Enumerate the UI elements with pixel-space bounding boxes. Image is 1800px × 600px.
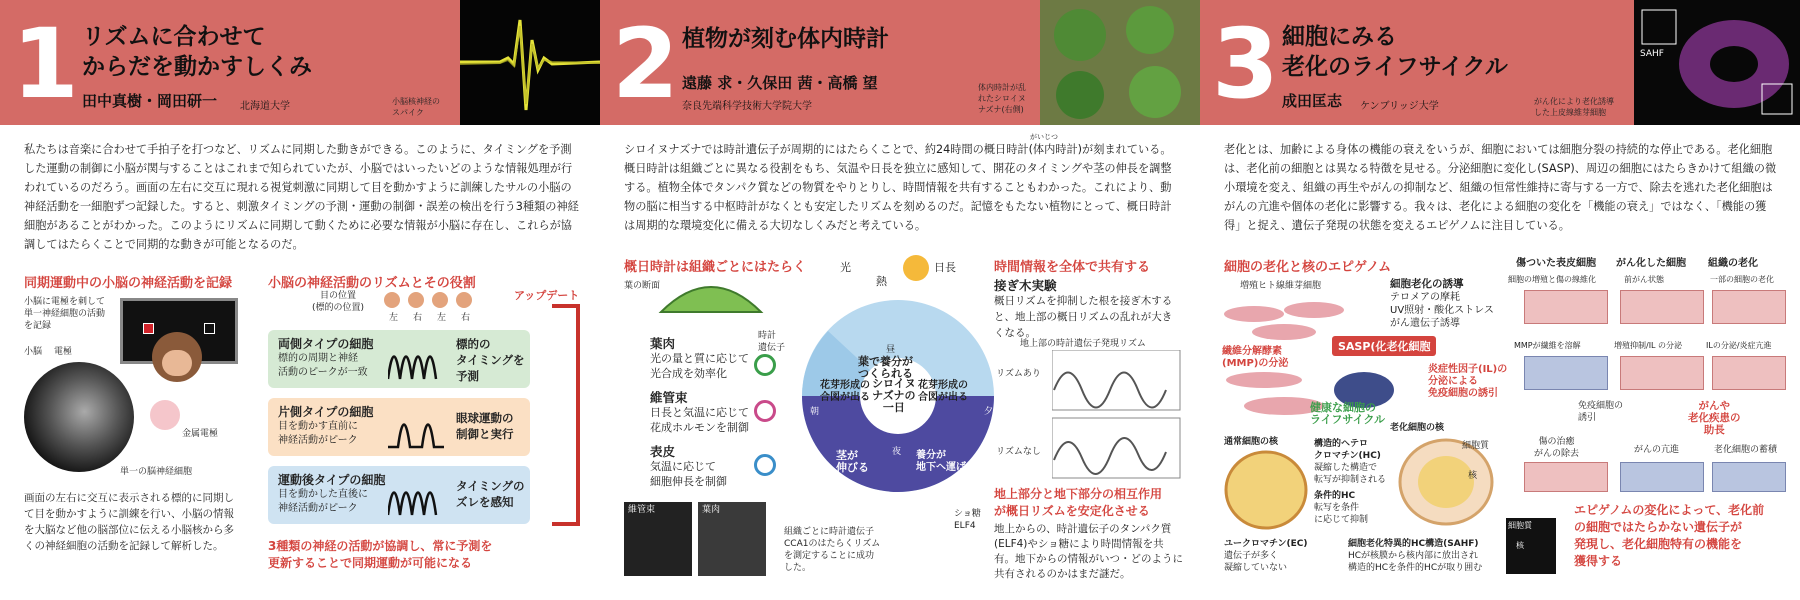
night-label: 夜 xyxy=(892,447,902,457)
col3-sub: 一部の細胞の老化 xyxy=(1710,275,1774,284)
col3-title: 組織の老化 xyxy=(1708,258,1758,269)
day-label: 昼 xyxy=(886,345,896,355)
neuron-icon xyxy=(150,400,180,430)
conclusion-text: エピゲノムの変化によって、老化前 の細胞ではたらかない遺伝子が 発現し、老化細胞特有の機能を 獲得する xyxy=(1574,503,1765,568)
morning-label: 朝 xyxy=(810,407,820,417)
rhythm-yes-label: リズムあり xyxy=(996,369,1041,379)
flower-right-label: 花芽形成の 合図が出る xyxy=(918,380,968,403)
il-label: 炎症性因子(IL)の 分泌による 免疫細胞の誘引 xyxy=(1428,364,1508,399)
tissue-tile-2a xyxy=(1620,290,1704,324)
panel-authors: 田中真樹・岡田研一 xyxy=(82,92,218,110)
label-right-2: 右 xyxy=(461,313,471,323)
section-heading-epigenome: 細胞の老化と核のエピゲノム xyxy=(1224,260,1392,275)
mmp-effect-label: MMPが繊維を溶解 xyxy=(1514,341,1581,350)
ruby-text: がいじつ xyxy=(1030,133,1058,141)
light-label: 光 xyxy=(840,261,851,274)
target-right xyxy=(204,323,215,334)
inset-cytoplasm-label: 細胞質 xyxy=(1508,521,1532,530)
cell-box-postmotor xyxy=(268,466,530,524)
tissue-tile-3b xyxy=(1712,356,1786,390)
panel-title: 植物が刻む体内時計 xyxy=(682,26,889,52)
prolif-label: 増殖抑制/IL の分泌 xyxy=(1614,341,1683,350)
panel-title: リズムに合わせて からだを動かすしくみ xyxy=(82,24,312,80)
cell-box-bilateral xyxy=(268,330,530,388)
cancer-acc-label: がんや 老化疾患の 助長 xyxy=(1688,400,1741,436)
wound-heal-label: 傷の治癒 がんの除去 xyxy=(1534,437,1580,459)
hc-block: 構造的ヘテロ クロマチン(HC) 凝縮した構造で 転写が抑制される xyxy=(1314,439,1387,485)
label-right-1: 右 xyxy=(413,313,423,323)
cell-title: 運動後タイプの細胞 xyxy=(278,473,386,487)
photo-caption: 体内時計が乱 れたシロイヌ ナズナ(右側) xyxy=(978,83,1026,114)
cell-desc: 目を動かした直後に 神経活動がピーク xyxy=(278,489,368,514)
induction-block: 細胞老化の誘導 テロメアの摩耗 UV照射・酸化ストレス がん遺伝子誘導 xyxy=(1390,278,1494,329)
tissue-tile-2c xyxy=(1620,462,1704,492)
day-center-label: シロイヌ ナズナの 一日 xyxy=(872,377,916,414)
bottom-left-text: 画面の左右に交互に表示される標的に同期して目を動かすように訓練を行い、小脳の情報を大脳など他の脳部位に伝える小脳核から多くの神経細胞の活動を記録して解析した。 xyxy=(24,492,234,552)
interaction-head: 地上部分と地下部分の相互作用 が概日リズムを安定化させる xyxy=(994,487,1163,518)
aged-nucleus-label: 老化細胞の核 xyxy=(1390,423,1445,433)
tissue-vascular: 維管束 日長と気温に応じて 花成ホルモンを制御 xyxy=(650,390,749,434)
stem-grow-label: 茎が 伸びる xyxy=(836,449,869,474)
cytoplasm-label: 細胞質 xyxy=(1462,441,1490,451)
clock-gene-label: 時計 遺伝子 xyxy=(758,331,786,353)
panel-number: 2 xyxy=(612,8,679,120)
sun-icon xyxy=(896,248,936,288)
sahf-photo xyxy=(1634,0,1800,125)
tissue-tile-3a xyxy=(1712,290,1786,324)
intro-text: シロイヌナズナでは時計遺伝子が周期的にはたらくことで、約24時間の概日時計(体内時計)が刻まれている。概日時計は組織ごとに異なる役割をもち、気温や日長を独立に感知して、開花のタイミングや茎の伸長を調整する。植物全体でタンパク質などの物質をやりとりし、時間情報を共有することもわかった。これにより、動物の脳に相当する中枢時計がなくとも安定したリズムを刻めるのだ。記憶をもたない植物にとって、概日時計は周期的な環境変化に備える大切なしくみだと考えている。 xyxy=(624,143,1172,232)
panel-number: 1 xyxy=(12,8,79,120)
panel-title: 細胞にみる 老化のライフサイクル xyxy=(1282,24,1508,80)
col1-sub: 細胞の増殖と傷の線維化 xyxy=(1508,275,1596,284)
cell-role: タイミングの ズレを感知 xyxy=(456,479,525,509)
panel-affiliation: 北海道大学 xyxy=(240,101,290,112)
fibroblast-label: 増殖ヒト線維芽細胞 xyxy=(1240,281,1322,291)
interaction-body: 地上からの、時計遺伝子のタンパク質(ELF4)やショ糖により時間情報を共有。地下からの情報がいつ・どのように共有されるのかはまだ謎だ。 xyxy=(994,523,1183,580)
heat-label: 熱 xyxy=(876,275,887,288)
evening-label: 夕 xyxy=(984,407,994,417)
tissue-tile-3c xyxy=(1712,462,1786,492)
intro-text: 老化とは、加齢による身体の機能の衰えをいうが、細胞においては細胞分裂の持続的な停止である。老化細胞は、老化前の細胞とは異なる特徴を見せる。分泌細胞に変化し(SASP)、周辺の細胞にはたらきかけて組織の微小環境を変え、組織の再生やがんの抑制など、組織の恒常性維持に寄与する一方で、除去を逃れた老化細胞はがんの亢進や個体の老化に影響する。我々は、老化による細胞の変化を「機能の衰え」ではなく、「機能の獲得」と捉え、遺伝子発現の状態を変えるエピゲノムに注目している。 xyxy=(1224,143,1777,232)
clock-icon-blue xyxy=(754,454,776,476)
brain-mri-image xyxy=(24,362,134,472)
rhythm-graphs xyxy=(1052,350,1182,480)
nucleus-label: 核 xyxy=(1468,471,1478,481)
tissue-tile-2b xyxy=(1620,356,1704,390)
spike-photo xyxy=(460,0,600,125)
healthy-cycle-label: 健康な細胞の ライフサイクル xyxy=(1310,401,1386,426)
col2-sub: 前がん状態 xyxy=(1624,275,1664,284)
sasp-badge: SASP(化老化細胞 xyxy=(1332,336,1436,356)
cell-role: 眼球運動の 制御と実行 xyxy=(456,411,514,441)
conclusion-text: 3種類の神経の活動が協調し、常に予測を 更新することで同期運動が可能になる xyxy=(268,539,493,570)
section-heading-share: 時間情報を全体で共有する xyxy=(994,260,1151,275)
panel-number: 3 xyxy=(1212,8,1279,120)
col1-title: 傷ついた表皮細胞 xyxy=(1516,258,1596,269)
ec-block: ユークロマチン(EC) 遺伝子が多く 凝縮していない xyxy=(1224,539,1308,573)
cell-title: 両側タイプの細胞 xyxy=(278,337,374,351)
clock-icon-pink xyxy=(754,400,776,422)
tissue-epidermis: 表皮 気温に応じて 細胞伸長を制御 xyxy=(650,444,727,488)
tissue-tile-1a xyxy=(1524,290,1608,324)
inset-nucleus-label: 核 xyxy=(1516,541,1524,550)
leaf-section-label: 葉の断面 xyxy=(624,281,661,291)
metal-electrode-label: 金属電極 xyxy=(182,429,219,439)
monitor-label: 小脳に電極を刺して 単一神経細胞の活動 を記録 xyxy=(24,297,106,331)
sugar-label: ショ糖 ELF4 xyxy=(954,509,981,531)
photo-caption: がん化により老化誘導 した上皮線維芽細胞 xyxy=(1534,97,1614,117)
rhythm-no-label: リズムなし xyxy=(996,447,1041,457)
section-heading-rhythm: 小脳の神経活動のリズムとその役割 xyxy=(268,276,476,291)
update-arrow xyxy=(548,302,588,532)
label-left-2: 左 xyxy=(437,313,447,323)
cancer-prog-label: がんの亢進 xyxy=(1634,445,1680,455)
monkey-faces xyxy=(384,292,472,312)
panel-authors: 成田匡志 xyxy=(1282,92,1343,110)
tissue-mesophyll: 葉肉 光の量と質に応じて 光合成を効率化 xyxy=(650,336,749,380)
electrode-label: 電極 xyxy=(54,347,73,357)
nutrient-down-label: 養分が 地下へ運ばれる xyxy=(916,450,986,473)
section-heading-record: 同期運動中の小脳の神経活動を記録 xyxy=(24,276,233,291)
panel-1 xyxy=(0,0,600,600)
panel-affiliation: ケンブリッジ大学 xyxy=(1360,101,1439,112)
normal-nucleus-label: 通常細胞の核 xyxy=(1224,437,1279,447)
label-left-1: 左 xyxy=(389,313,399,323)
photo-caption: 小脳核神経の スパイク xyxy=(392,97,440,117)
col2-title: がん化した細胞 xyxy=(1616,258,1686,269)
immune-induce-label: 免疫細胞の 誘引 xyxy=(1578,401,1624,423)
tissue-tile-1b xyxy=(1524,356,1608,390)
il-effect-label: ILの分泌/炎症亢進 xyxy=(1706,341,1772,350)
clock-icon-green xyxy=(754,354,776,376)
cell-role: 標的の タイミングを 予測 xyxy=(456,337,525,383)
vascular-photo-label: 維管束 xyxy=(628,505,656,515)
daylength-label: 日長 xyxy=(934,261,956,274)
update-label: アップデート xyxy=(514,289,580,302)
mmp-label: 繊維分解酵素 (MMP)の分泌 xyxy=(1222,346,1289,369)
intro-text: 私たちは音楽に合わせて手拍子を打つなど、リズムに同期した動きができる。このように、タイミングを予測した運動の制御に小脳が関与することはこれまで知られていたが、小脳ではいったいどのような情報処理が行われているのだろう。画面の左右に交互に現れる視覚刺激に同期して目を動かすように訓練したサルの小脳の神経活動を一細胞ずつ記録した。すると、刺激タイミングの予測・運動の制御・誤差の検出を行う3種類の神経細胞があることがわかった。このようにリズムに同期して動くために必要な情報が小脳に存在し、これらが協調してはたらくことで同期的な動きが可能となるのだ。 xyxy=(24,143,579,251)
cell-title: 片側タイプの細胞 xyxy=(278,405,374,419)
fhc-block: 条件的HC 転写を条件 に応じて抑制 xyxy=(1314,491,1369,525)
panel-authors: 遠藤 求・久保田 茜・高橋 望 xyxy=(682,74,878,92)
cell-desc: 目を動かす直前に 神経活動がピーク xyxy=(278,421,358,446)
single-neuron-label: 単一の脳神経細胞 xyxy=(120,467,193,477)
panel-affiliation: 奈良先端科学技術大学院大学 xyxy=(682,101,812,112)
normal-nucleus-icon xyxy=(1224,450,1308,530)
accum-label: 老化細胞の蓄積 xyxy=(1714,445,1778,455)
tissue-tile-1c xyxy=(1524,462,1608,492)
sahf-photo-label: SAHF xyxy=(1640,49,1664,59)
cell-box-unilateral xyxy=(268,398,530,456)
flower-left-label: 花芽形成の 合図が出る xyxy=(820,380,870,403)
cell-desc: 標的の周期と神経 活動のピークが一致 xyxy=(278,353,368,378)
graft-block: 接ぎ木実験 概日リズムを抑制した根を接ぎ木すると、地上部の概日リズムの乱れが大きくなる。 xyxy=(994,278,1173,339)
monkey-icon xyxy=(152,332,202,382)
target-left xyxy=(143,323,154,334)
leaf-section-icon xyxy=(656,272,766,322)
section-heading-tissue: 概日時計は組織ごとにはたらく xyxy=(624,260,807,275)
mesophyll-photo-label: 葉肉 xyxy=(702,505,721,515)
plant-photo xyxy=(1040,0,1200,125)
photo-note: 組織ごとに時計遺伝子 CCA1のはたらくリズム を測定することに成功 した。 xyxy=(784,527,881,573)
graph-title: 地上部の時計遺伝子発現リズム xyxy=(1020,339,1146,349)
target-position-label: 目の位置 (標的の位置) xyxy=(312,291,365,313)
panel-3 xyxy=(1200,0,1800,600)
panel-2 xyxy=(600,0,1200,600)
cerebellum-label: 小脳 xyxy=(24,347,43,357)
sahf-block: 細胞老化特異的HC構造(SAHF) HCが核膜から核内部に放出され 構造的HCを条件的HCが取り囲む xyxy=(1348,539,1483,573)
nutrient-made-label: 葉で養分が つくられる xyxy=(858,355,913,380)
